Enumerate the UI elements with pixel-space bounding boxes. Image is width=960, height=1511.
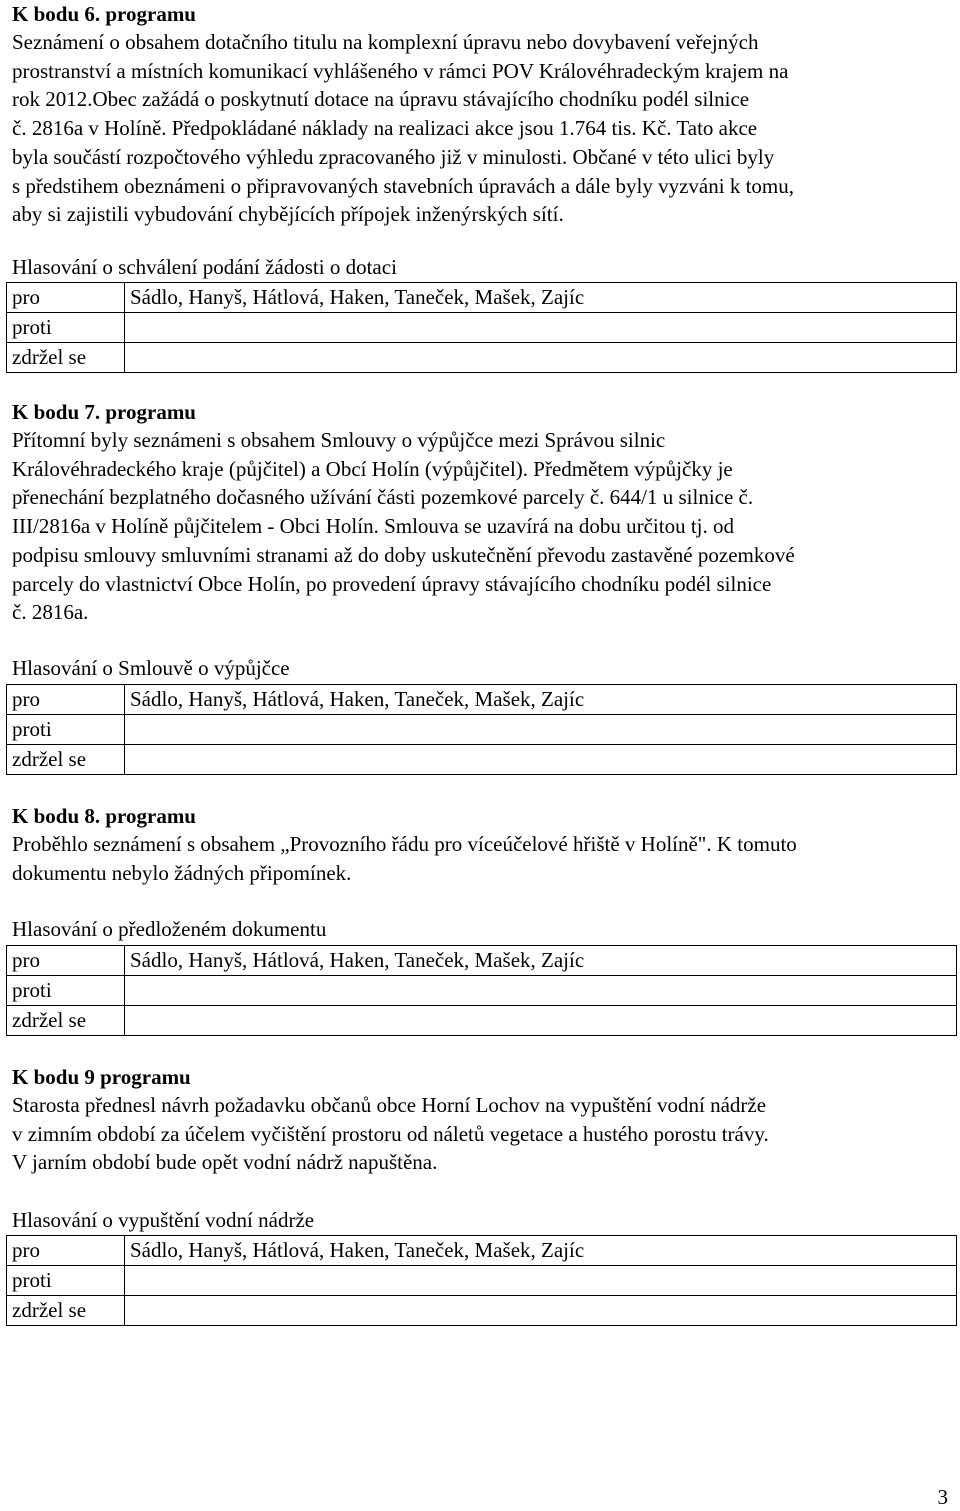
vote-label: pro	[7, 685, 125, 715]
vote-label: proti	[7, 313, 125, 343]
vote-row-pro	[7, 283, 957, 313]
vote-label: zdržel se	[7, 343, 125, 373]
vote-names: Sádlo, Hanyš, Hátlová, Haken, Taneček, Mašek, Zajíc	[125, 283, 957, 313]
vote-row-pro	[7, 1236, 957, 1266]
vote-row-proti	[7, 715, 957, 745]
vote-names	[125, 715, 957, 745]
vote-names	[125, 1296, 957, 1326]
paragraph-line: podpisu smlouvy smluvními stranami až do doby uskutečnění převodu zastavěné pozemkové	[12, 542, 795, 567]
section-paragraph	[12, 426, 957, 627]
vote-names	[125, 976, 957, 1006]
paragraph-line: Proběhlo seznámení s obsahem „Provozního řádu pro víceúčelové hřiště v Holíně". K tomuto	[12, 832, 797, 856]
section-heading: K bodu 8. programu	[12, 804, 196, 828]
vote-names	[125, 745, 957, 775]
vote-row-zdrzel	[7, 1006, 957, 1036]
vote-names	[125, 1006, 957, 1036]
vote-label: proti	[7, 1266, 125, 1296]
paragraph-line: Královéhradeckého kraje (půjčitel) a Obcí Holín (výpůjčitel). Předmětem výpůjčky je	[12, 456, 733, 481]
vote-label: proti	[7, 976, 125, 1006]
section-bod-8	[12, 802, 957, 1032]
vote-row-zdrzel	[7, 343, 957, 373]
vote-title: Hlasování o Smlouvě o výpůjčce	[12, 656, 290, 680]
vote-table	[6, 684, 957, 775]
vote-table	[6, 945, 957, 1036]
vote-table	[6, 282, 957, 373]
paragraph-line: III/2816a v Holíně půjčitelem - Obci Holín. Smlouva se uzavírá na dobu určitou tj. od	[12, 514, 734, 539]
vote-names: Sádlo, Hanyš, Hátlová, Haken, Taneček, Mašek, Zajíc	[125, 1236, 957, 1266]
vote-row-zdrzel	[7, 1296, 957, 1326]
paragraph-line: V jarním období bude opět vodní nádrž napuštěna.	[12, 1150, 438, 1175]
vote-label: pro	[7, 946, 125, 976]
vote-label: proti	[7, 715, 125, 745]
paragraph-line: dokumentu nebylo žádných připomínek.	[12, 860, 352, 885]
section-paragraph	[12, 830, 957, 887]
vote-names: Sádlo, Hanyš, Hátlová, Haken, Taneček, Mašek, Zajíc	[125, 946, 957, 976]
vote-label: pro	[7, 1236, 125, 1266]
vote-row-proti	[7, 976, 957, 1006]
vote-row-proti	[7, 313, 957, 343]
vote-names	[125, 1266, 957, 1296]
section-heading: K bodu 7. programu	[12, 400, 196, 424]
paragraph-line: prostranství a místních komunikací vyhlášeného v rámci POV Královéhradeckým krajem na	[12, 58, 789, 83]
vote-label: zdržel se	[7, 1296, 125, 1326]
paragraph-line: Starosta přednesl návrh požadavku občanů obce Horní Lochov na vypuštění vodní nádrže	[12, 1093, 767, 1117]
section-paragraph	[12, 1091, 957, 1177]
paragraph-line: rok 2012.Obec zažádá o poskytnutí dotace na úpravu stávajícího chodníku podél silnice	[12, 87, 750, 112]
vote-label: zdržel se	[7, 745, 125, 775]
vote-row-pro	[7, 685, 957, 715]
paragraph-line: Seznámení o obsahem dotačního titulu na komplexní úpravu nebo dovybavení veřejných	[12, 30, 759, 54]
vote-label: pro	[7, 283, 125, 313]
section-paragraph	[12, 28, 957, 229]
paragraph-line: přenechání bezplatného dočasného užívání části pozemkové parcely č. 644/1 u silnice č.	[12, 485, 754, 510]
section-heading: K bodu 9 programu	[12, 1065, 191, 1089]
paragraph-line: aby si zajistili vybudování chybějících přípojek inženýrských sítí.	[12, 202, 564, 227]
paragraph-line: parcely do vlastnictví Obce Holín, po provedení úpravy stávajícího chodníku podél silnice	[12, 571, 772, 596]
paragraph-line: č. 2816a.	[12, 600, 89, 625]
vote-title: Hlasování o schválení podání žádosti o dotaci	[12, 255, 397, 279]
vote-title: Hlasování o vypuštění vodní nádrže	[12, 1208, 315, 1232]
section-bod-7	[12, 398, 957, 771]
vote-names: Sádlo, Hanyš, Hátlová, Haken, Taneček, Mašek, Zajíc	[125, 685, 957, 715]
section-bod-9	[12, 1063, 957, 1322]
paragraph-line: č. 2816a v Holíně. Předpokládané náklady na realizaci akce jsou 1.764 tis. Kč. Tato akce	[12, 116, 758, 141]
vote-row-proti	[7, 1266, 957, 1296]
vote-label: zdržel se	[7, 1006, 125, 1036]
vote-names	[125, 343, 957, 373]
vote-table	[6, 1235, 957, 1326]
section-bod-6	[12, 0, 957, 369]
paragraph-line: Přítomní byly seznámeni s obsahem Smlouvy o výpůjčce mezi Správou silnic	[12, 428, 666, 452]
vote-title: Hlasování o předloženém dokumentu	[12, 917, 327, 941]
paragraph-line: s předstihem obeznámeni o připravovaných stavebních úpravách a dále byly vyzváni k tomu,	[12, 173, 795, 198]
vote-row-pro	[7, 946, 957, 976]
paragraph-line: v zimním období za účelem vyčištění prostoru od náletů vegetace a hustého porostu trávy.	[12, 1121, 769, 1146]
section-heading: K bodu 6. programu	[12, 2, 196, 26]
vote-names	[125, 313, 957, 343]
paragraph-line: byla součástí rozpočtového výhledu zpracovaného již v minulosti. Občané v této ulici byly	[12, 144, 775, 169]
page-number: 3	[937, 1485, 948, 1509]
vote-row-zdrzel	[7, 745, 957, 775]
